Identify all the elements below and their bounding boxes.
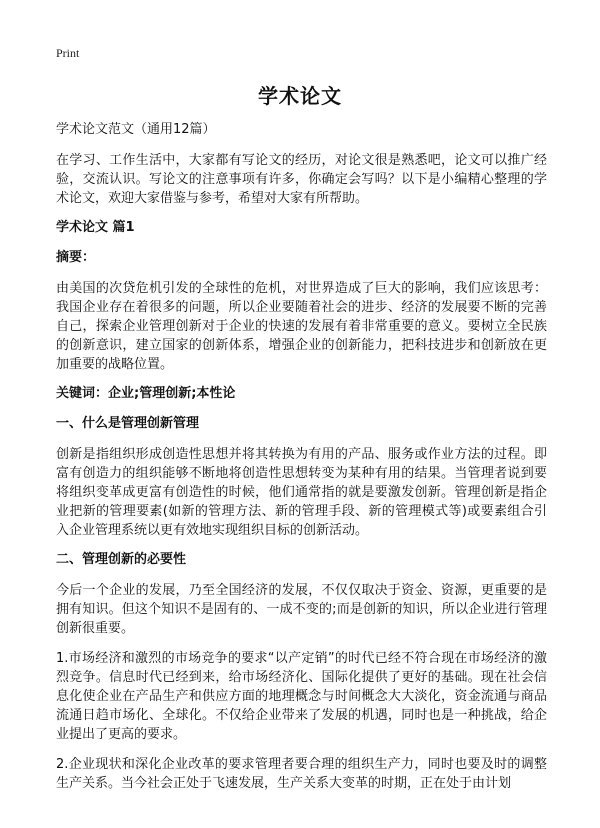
abstract-paragraph: 由美国的次贷危机引发的全球性的危机，对世界造成了巨大的影响，我们应该思考：我国企业存在着很多的问题，所以企业要随着社会的进步、经济的发展要不断的完善自己，探索企业管理创新对于企业的快速的发展有着非常重要的意义。要树立全民族的创新意识，建立国家的创新体系，增强企业的创新能力，把科技进步和创新放在更加重要的战略位置。 bbox=[56, 281, 547, 372]
paragraph-necessity: 今后一个企业的发展，乃至全国经济的发展，不仅仅取决于资金、资源，更重要的是拥有知识。但这个知识不是固有的、一成不变的;而是创新的知识，所以企业进行管理创新很重要。 bbox=[56, 583, 547, 636]
intro-paragraph: 在学习、工作生活中，大家都有写论文的经历，对论文很是熟悉吧，论文可以推广经验，交流认识。写论文的注意事项有许多，你确定会写吗？以下是小编精心整理的学术论文，欢迎大家借鉴与参考，希望对大家有所帮助。 bbox=[56, 153, 547, 206]
print-label: Print bbox=[56, 46, 80, 60]
keywords-line: 关键词：企业;管理创新;本性论 bbox=[56, 386, 236, 401]
document-title: 学术论文 bbox=[258, 84, 342, 108]
section-title: 学术论文 篇1 bbox=[56, 220, 135, 235]
paragraph-innovation-definition: 创新是指组织形成创造性思想并将其转换为有用的产品、服务或作业方法的过程。即富有创造力的组织能够不断地将创造性思想转变为某种有用的结果。当管理者说到要将组织变革成更富有创造性的时候，他们通常指的就是要激发创新。管理创新是指企业把新的管理要素(如新的管理方法、新的管理手段、新的管理模式等)或要素组合引入企业管理系统以更有效地实现组织目标的创新活动。 bbox=[56, 447, 547, 538]
paragraph-enterprise-reform: 2.企业现状和深化企业改革的要求管理者要合理的组织生产力，同时也要及时的调整生产关系。当今社会正处于飞速发展，生产关系大变革的时期，正在处于由计划 bbox=[56, 757, 547, 791]
heading-necessity: 二、管理创新的必要性 bbox=[56, 552, 187, 567]
document-body bbox=[56, 121, 547, 804]
document-subtitle: 学术论文范文（通用12篇） bbox=[56, 122, 216, 137]
paragraph-market-requirements: 1.市场经济和激烈的市场竞争的要求“以产定销”的时代已经不符合现在市场经济的激烈竞争。信息时代已经到来，给市场经济化、国际化提供了更好的基础。现在社会信息化使企业在产品生产和供应方面的地理概念与时间概念大大淡化，资金流通与商品流通日趋市场化、全球化。不仅给企业带来了发展的机遇，同时也是一种挑战，给企业提出了更高的要求。 bbox=[56, 651, 547, 742]
abstract-heading: 摘要： bbox=[56, 250, 96, 265]
heading-what-is-innovation: 一、什么是管理创新管理 bbox=[56, 416, 200, 431]
